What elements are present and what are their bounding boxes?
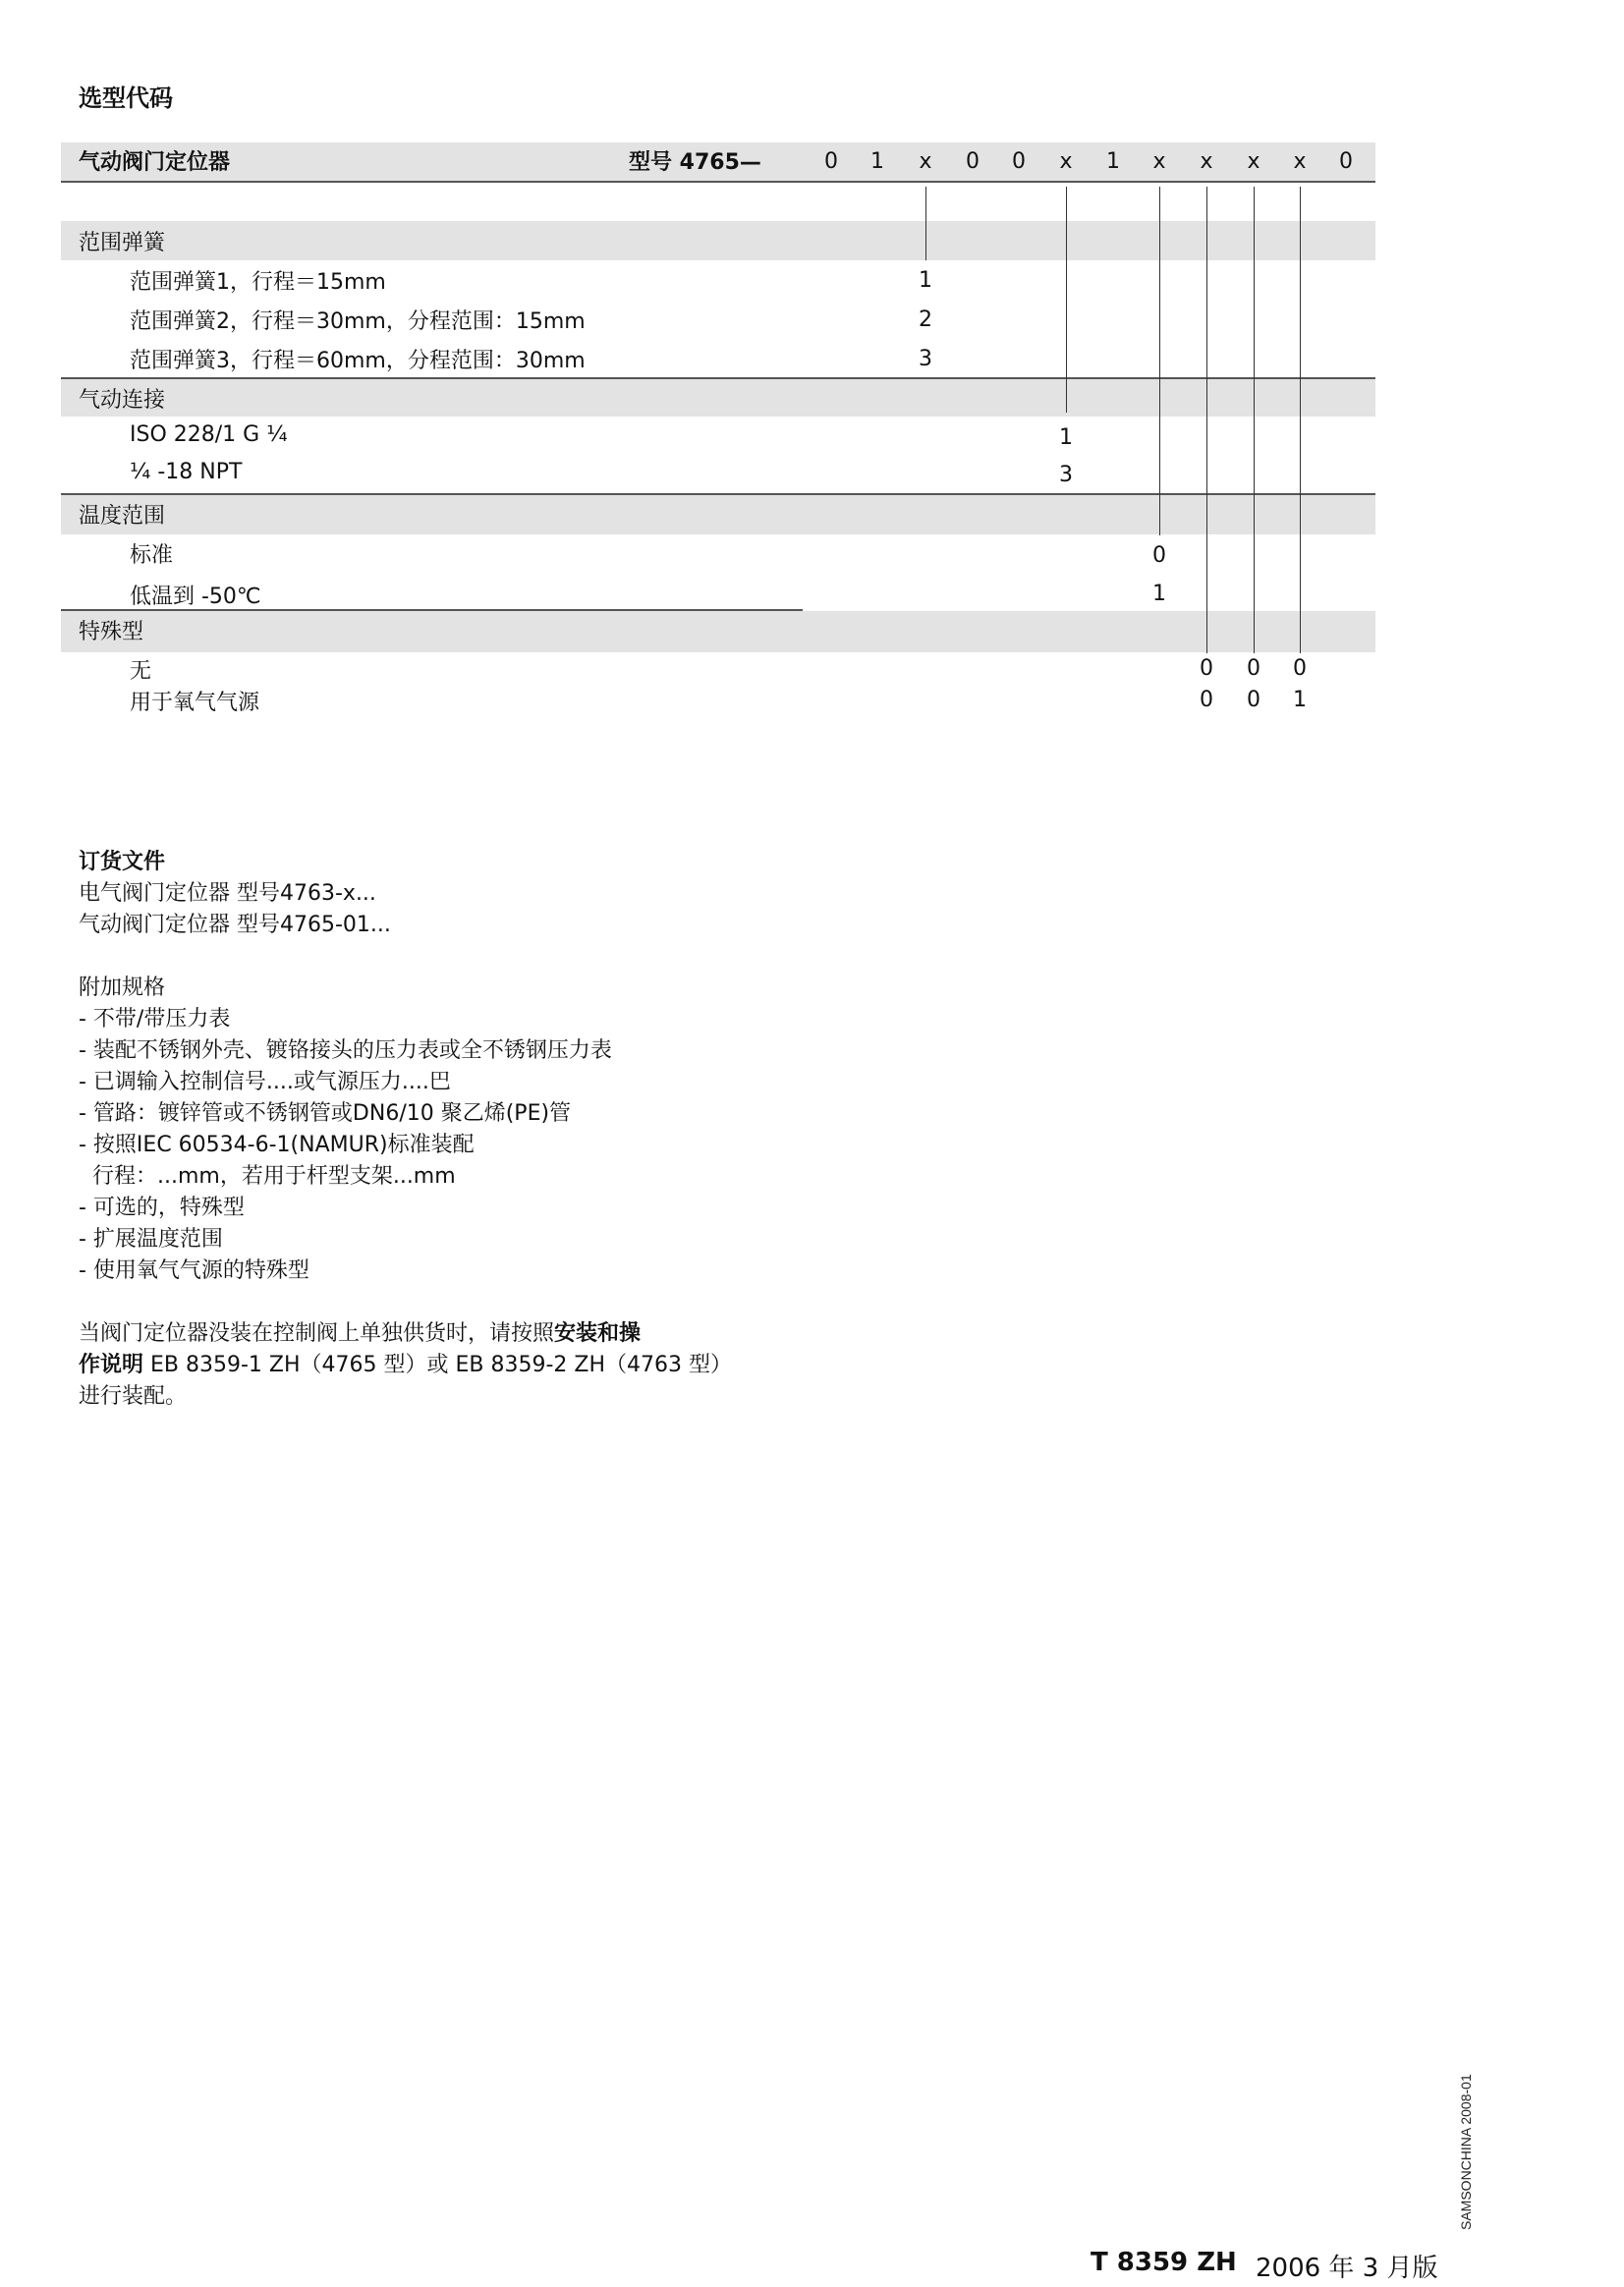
option-code: 3 — [919, 347, 932, 371]
note-emphasis: 作说明 — [79, 1353, 144, 1377]
note-emphasis: 安装和操 — [554, 1321, 642, 1346]
ordering-line: 电气阀门定位器 型号4763-x... — [79, 881, 376, 906]
option-code: 0 — [1152, 543, 1166, 568]
option-label: 标准 — [130, 543, 174, 568]
code-char: 1 — [1106, 149, 1120, 174]
header-underline-left — [61, 181, 803, 183]
page-title: 选型代码 — [79, 84, 173, 112]
option-label: 范围弹簧2，行程＝30mm，分程范围：15mm — [130, 309, 586, 334]
option-label: ¼ -18 NPT — [130, 460, 243, 484]
section-title: 气动连接 — [79, 388, 166, 413]
section-title: 范围弹簧 — [79, 231, 166, 255]
option-code: 1 — [1152, 582, 1166, 606]
option-code: 2 — [919, 307, 932, 332]
spec-item: - 管路：镀锌管或不锈钢管或DN6/10 聚乙烯(PE)管 — [79, 1101, 572, 1126]
code-char: x — [919, 149, 932, 174]
ordering-heading: 订货文件 — [79, 850, 166, 874]
spec-heading: 附加规格 — [79, 976, 166, 1000]
footer-edition: 2006 年 3 月版 — [1256, 2254, 1438, 2283]
code-char: x — [1152, 149, 1166, 174]
option-code: 0 — [1200, 656, 1213, 681]
ordering-line: 气动阀门定位器 型号4765-01... — [79, 913, 391, 937]
spec-item: 行程：...mm，若用于杆型支架...mm — [79, 1164, 456, 1189]
spec-item: - 已调输入控制信号....或气源压力....巴 — [79, 1070, 451, 1094]
option-code: 0 — [1293, 656, 1307, 681]
spec-item: - 可选的，特殊型 — [79, 1196, 245, 1220]
section-title: 特殊型 — [79, 620, 144, 644]
code-connector-line — [1206, 187, 1207, 653]
code-char: 0 — [966, 149, 980, 174]
assembly-note-line3: 进行装配。 — [79, 1384, 188, 1409]
code-char: 0 — [1012, 149, 1026, 174]
code-char: x — [1200, 149, 1213, 174]
option-code: 0 — [1247, 688, 1260, 712]
code-char: 1 — [870, 149, 884, 174]
note-text: 当阀门定位器没装在控制阀上单独供货时，请按照 — [79, 1321, 555, 1346]
option-code: 3 — [1059, 463, 1073, 487]
side-note: SAMSONCHINA 2008-01 — [1458, 2074, 1474, 2230]
code-connector-line — [925, 187, 926, 260]
option-label: 范围弹簧3，行程＝60mm，分程范围：30mm — [130, 349, 586, 373]
code-connector-line — [1159, 187, 1160, 535]
option-code: 0 — [1200, 688, 1213, 712]
option-code: 0 — [1247, 656, 1260, 681]
code-char: x — [1059, 149, 1073, 174]
section-band-temperature — [61, 495, 1375, 534]
section-title: 温度范围 — [79, 504, 166, 529]
header-underline-right — [803, 181, 1375, 183]
note-text: EB 8359-1 ZH（4765 型）或 EB 8359-2 ZH（4763 型） — [143, 1353, 733, 1377]
code-connector-line — [1300, 187, 1301, 653]
code-char: x — [1247, 149, 1260, 174]
spec-item: - 使用氧气气源的特殊型 — [79, 1258, 309, 1283]
option-label: 范围弹簧1，行程＝15mm — [130, 270, 386, 295]
table-header-label: 气动阀门定位器 — [79, 150, 231, 175]
option-label: ISO 228/1 G ¼ — [130, 422, 288, 447]
code-char: 0 — [1339, 149, 1353, 174]
spec-item: - 扩展温度范围 — [79, 1227, 223, 1252]
option-code: 1 — [919, 268, 932, 293]
assembly-note-line2 — [79, 1350, 732, 1381]
section-band-pneumatic — [61, 379, 1375, 417]
footer-doc-id: T 8359 ZH — [1091, 2248, 1237, 2277]
assembly-note-line1 — [79, 1318, 732, 1350]
spec-item: - 装配不锈钢外壳、镀铬接头的压力表或全不锈钢压力表 — [79, 1038, 612, 1063]
table-model-label: 型号 4765— — [629, 150, 761, 175]
option-code: 1 — [1293, 688, 1307, 712]
code-char: 0 — [824, 149, 838, 174]
spec-item: - 不带/带压力表 — [79, 1007, 231, 1032]
section-band-range-spring — [61, 221, 1375, 260]
code-connector-line — [1066, 187, 1067, 413]
option-code: 1 — [1059, 425, 1073, 450]
code-connector-line — [1254, 187, 1255, 653]
option-label: 无 — [130, 659, 152, 684]
option-label: 用于氧气气源 — [130, 691, 260, 715]
section-band-special — [61, 611, 1375, 652]
option-label: 低温到 -50℃ — [130, 585, 261, 609]
ordering-section — [79, 847, 732, 1413]
code-char: x — [1293, 149, 1307, 174]
spec-item: - 按照IEC 60534-6-1(NAMUR)标准装配 — [79, 1133, 475, 1157]
